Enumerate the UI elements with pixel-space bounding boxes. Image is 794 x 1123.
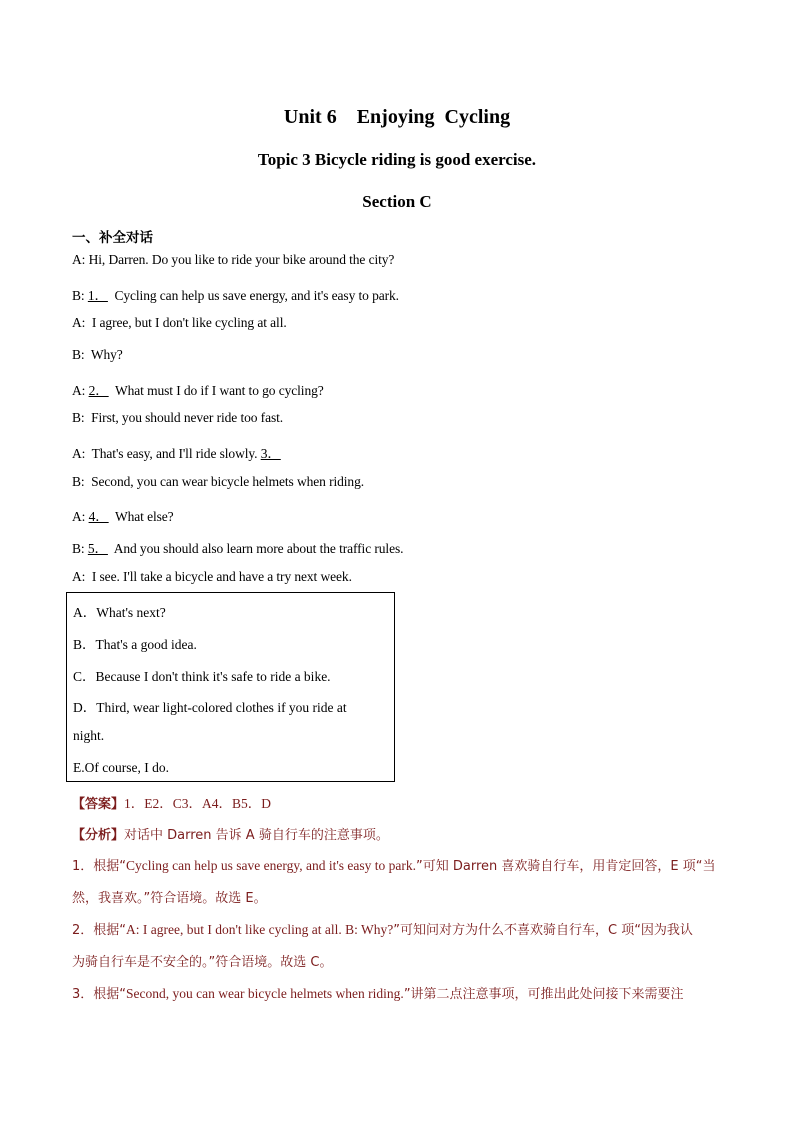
options-box	[66, 592, 395, 782]
dialogue-line: A: I agree, but I don't like cycling at all.	[72, 315, 287, 330]
dialogue-line: A: Hi, Darren. Do you like to ride your bike around the city?	[72, 252, 395, 267]
dialogue-line: A: That's easy, and I'll ride slowly. 3．	[72, 446, 281, 461]
topic-title: Topic 3 Bicycle riding is good exercise.	[257, 150, 537, 169]
dialogue-line: B: Second, you can wear bicycle helmets when riding.	[72, 474, 364, 489]
blank-5: 5．	[87, 541, 108, 556]
dialogue-line: A: 4． What else?	[72, 509, 174, 524]
blank-3: 3．	[260, 446, 281, 461]
explanation-line: 1．根据“Cycling can help us save energy, and it's easy to park.”可知 Darren 喜欢骑自行车，用肯定回答，E 项“当	[72, 858, 716, 874]
option-d: D．Third, wear light-colored clothes if you ride at	[73, 700, 347, 715]
blank-1: 1．	[87, 288, 108, 303]
dialogue-line: B: 1． Cycling can help us save energy, and it's easy to park.	[72, 288, 399, 303]
option-d-continued: night.	[73, 728, 105, 743]
analysis-line: 【分析】对话中 Darren 告诉 A 骑自行车的注意事项。	[72, 828, 389, 843]
dialogue-line: B: Why?	[72, 347, 123, 362]
blank-2: 2．	[88, 383, 109, 398]
option-e: E.Of course, I do.	[73, 760, 169, 775]
dialogue-line: A: 2． What must I do if I want to go cycling?	[72, 383, 324, 398]
explanation-line: 然，我喜欢。”符合语境。故选 E。	[72, 891, 267, 906]
unit-title: Unit 6 Enjoying Cycling	[283, 106, 511, 128]
explanation-line: 3．根据“Second, you can wear bicycle helmets when riding.”讲第二点注意事项，可推出此处问接下来需要注	[72, 986, 684, 1002]
option-c: C．Because I don't think it's safe to ride a bike.	[73, 669, 331, 684]
option-a: A．What's next?	[73, 605, 166, 620]
dialogue-line: A: I see. I'll take a bicycle and have a try next week.	[72, 569, 352, 584]
explanation-line: 2．根据“A: I agree, but I don't like cycling at all. B: Why?”可知问对方为什么不喜欢骑自行车，C 项“因为我认	[72, 922, 693, 938]
blank-4: 4．	[88, 509, 109, 524]
dialogue-line: B: 5． And you should also learn more about the traffic rules.	[72, 541, 404, 556]
section-title: Section C	[362, 192, 432, 211]
option-b: B．That's a good idea.	[73, 637, 197, 652]
exercise-heading: 一、补全对话	[72, 230, 153, 246]
explanation-line: 为骑自行车是不安全的。”符合语境。故选 C。	[72, 955, 333, 970]
answer-line: 【答案】1．E2．C3．A4．B5．D	[72, 796, 272, 812]
dialogue-line: B: First, you should never ride too fast.	[72, 410, 284, 425]
